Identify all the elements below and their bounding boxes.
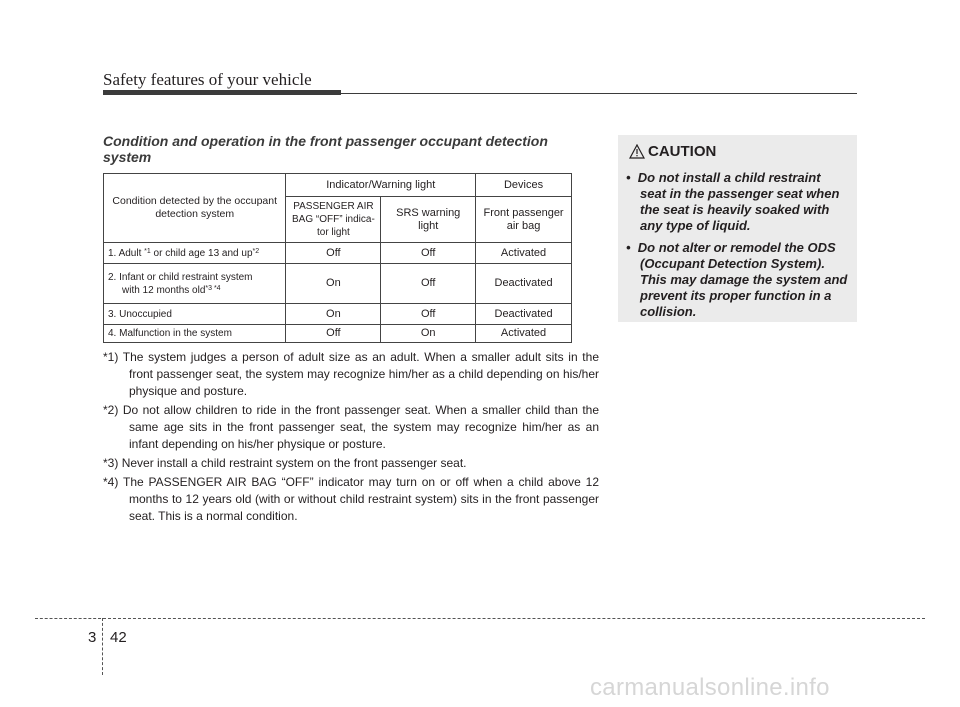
srs-cell: Off [381, 264, 476, 304]
srs-cell: Off [381, 243, 476, 264]
device-cell: Deactivated [476, 264, 572, 304]
airbag-off-cell: Off [286, 243, 381, 264]
indicator-header: Indicator/Warning light [286, 174, 476, 197]
devices-header: Devices [476, 174, 572, 197]
airbag-off-cell: On [286, 304, 381, 325]
caution-list [626, 170, 850, 326]
footer-rule-right [103, 618, 925, 619]
caution-item: • Do not install a child restraint seat in the passenger seat when the seat is heavily soaked with any type of liquid. [626, 170, 840, 233]
device-cell: Activated [476, 243, 572, 264]
caution-box [618, 135, 857, 322]
condition-header: Condition detected by the occupant detection system [104, 174, 286, 243]
caution-title: CAUTION [648, 143, 717, 160]
condition-cell: 2. Infant or child restraint system with 12 months old$^{*3 *4}$ [104, 264, 286, 304]
footnotes [103, 349, 599, 527]
footnote: *2) Do not allow children to ride in the front passenger seat. When a smaller child than the same age sits in the front passenger seat, the system may recognize him/her as an infant depending on his/her physique or posture. [103, 403, 600, 451]
airbag-off-cell: On [286, 264, 381, 304]
table-row [104, 325, 572, 343]
watermark: carmanualsonline.info [590, 674, 830, 701]
passenger-airbag-off-header: PASSENGER AIR BAG “OFF” indica-tor light [286, 197, 381, 243]
table-row [104, 243, 572, 264]
device-cell: Activated [476, 325, 572, 343]
section-heading: Condition and operation in the front passenger occupant detection system [103, 133, 548, 165]
condition-cell: 4. Malfunction in the system [104, 325, 286, 343]
chapter-number: 3 [88, 629, 97, 646]
header-rule [103, 93, 857, 94]
footnote: *4) The PASSENGER AIR BAG “OFF” indicator may turn on or off when a child above 12 months to 12 years old (with or without child restraint system) sits in the front passenger seat. This is a normal condition. [103, 475, 599, 523]
footer-divider [102, 618, 103, 675]
device-cell: Deactivated [476, 304, 572, 325]
page-header-title: Safety features of your vehicle [103, 70, 312, 89]
table-row [104, 264, 572, 304]
warning-triangle-icon [629, 144, 645, 159]
table-row [104, 304, 572, 325]
footnote: *1) The system judges a person of adult size as an adult. When a smaller adult sits in the front passenger seat, the system may recognize him/her as a child depending on his/her physique and posture. [103, 350, 599, 398]
page-number: 42 [110, 629, 127, 646]
front-passenger-airbag-header: Front passenger air bag [476, 197, 572, 243]
caution-item: • Do not alter or remodel the ODS (Occupant Detection System). This may damage the system and prevent its proper function in a collision. [626, 240, 848, 319]
srs-cell: On [381, 325, 476, 343]
footnote: *3) Never install a child restraint system on the front passenger seat. [103, 456, 467, 470]
srs-warning-header: SRS warning light [381, 197, 476, 243]
ods-condition-table [103, 173, 572, 343]
condition-cell: 3. Unoccupied [104, 304, 286, 325]
srs-cell: Off [381, 304, 476, 325]
airbag-off-cell: Off [286, 325, 381, 343]
condition-cell: 1. Adult $^{*1}$ or child age 13 and $up^{*2}$ [104, 243, 286, 264]
footer-rule-left [35, 618, 101, 619]
